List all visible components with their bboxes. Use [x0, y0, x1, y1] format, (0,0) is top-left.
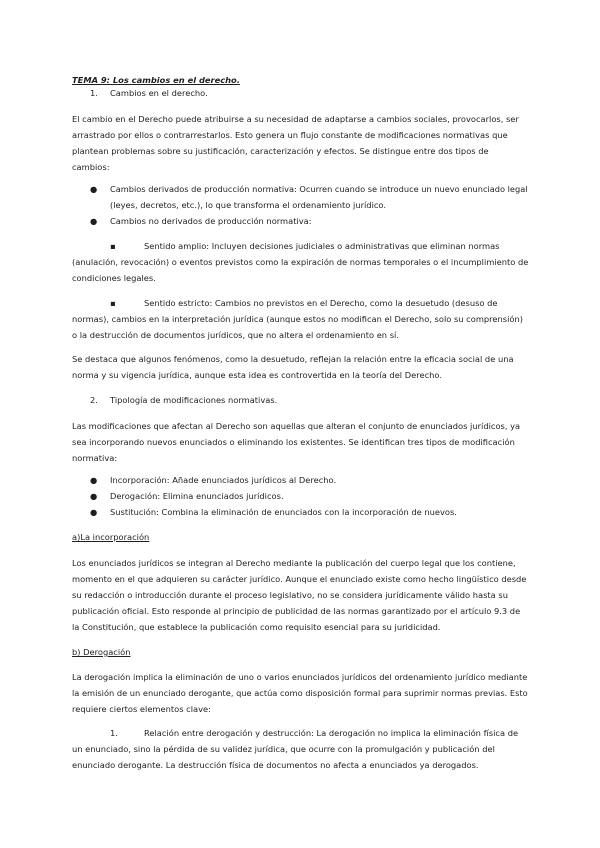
paragraph-4-line: publicación oficial. Esto responde al principio de publicidad de las normas garantizado por el artículo 9.3 de — [72, 606, 521, 616]
document-title: TEMA 9: Los cambios en el derecho. — [72, 75, 240, 85]
list-item-incorporacion: Incorporación: Añade enunciados jurídicos al Derecho. — [110, 475, 337, 485]
bullet-icon: ● — [90, 491, 98, 501]
section-2-heading: Tipología de modificaciones normativas. — [110, 395, 278, 405]
sub-item-sentido-amplio: condiciones legales. — [72, 273, 156, 283]
numbered-item-relacion: Relación entre derogación y destrucción: La derogación no implica la eliminación física de — [144, 728, 519, 738]
list-item-produccion: Cambios derivados de producción normativa: Ocurren cuando se introduce un nuevo enunciado legal — [110, 184, 528, 194]
paragraph-1-line: cambios: — [72, 162, 110, 172]
paragraph-1-line: arrastrado por ellos o contrarrestarlos. Esto genera un flujo constante de modificaciones normativas que — [72, 130, 508, 140]
paragraph-4-line: su redacción o introducción durante el proceso legislativo, no se considera jurídicamente válido hasta su — [72, 590, 508, 600]
paragraph-2-line: norma y su vigencia jurídica, aunque esta idea es controvertida en la teoría del Derecho. — [72, 370, 442, 380]
square-bullet-icon: ▪ — [110, 298, 116, 308]
section-2-number: 2. — [90, 395, 98, 405]
paragraph-4-line: Los enunciados jurídicos se integran al Derecho mediante la publicación del cuerpo legal que los contiene, — [72, 558, 516, 568]
list-item-produccion: (leyes, decretos, etc.), lo que transforma el ordenamiento jurídico. — [110, 200, 387, 210]
bullet-icon: ● — [90, 507, 98, 517]
paragraph-5-line: La derogación implica la eliminación de uno o varios enunciados jurídicos del ordenamiento jurídico mediante — [72, 672, 528, 682]
sub-item-sentido-estricto: Sentido estricto: Cambios no previstos en el Derecho, como la desuetudo (desuso de — [144, 298, 498, 308]
square-bullet-icon: ▪ — [110, 241, 116, 251]
paragraph-3-line: normativa: — [72, 453, 118, 463]
paragraph-5-line: la emisión de un enunciado derogante, que actúa como disposición formal para suprimir normas previas. Esto — [72, 688, 528, 698]
paragraph-4-line: la Constitución, que establece la publicación como requisito esencial para su juridicidad. — [72, 622, 441, 632]
list-item-sustitucion: Sustitución: Combina la eliminación de enunciados con la incorporación de nuevos. — [110, 507, 457, 517]
paragraph-4-line: momento en el que adquieren su carácter jurídico. Aunque el enunciado existe como hecho lingüístico desde — [72, 574, 527, 584]
list-item-no-produccion: Cambios no derivados de producción normativa: — [110, 216, 312, 226]
sub-item-sentido-amplio: (anulación, revocación) o eventos previstos como la expiración de normas temporales o el incumplimiento de — [72, 257, 529, 267]
paragraph-1-line: plantean problemas sobre su justificación, caracterización y efectos. Se distingue entre dos tipos de — [72, 146, 489, 156]
section-1-heading: Cambios en el derecho. — [110, 88, 208, 98]
paragraph-3-line: sea incorporando nuevos enunciados o eliminando los existentes. Se identifican tres tipos de modificación — [72, 437, 515, 447]
subsection-a-heading: a)La incorporación — [72, 532, 150, 542]
paragraph-5-line: requiere ciertos elementos clave: — [72, 704, 211, 714]
numbered-item-relacion: enunciado derogante. La destrucción física de documentos no afecta a enunciados ya derogados. — [72, 760, 479, 770]
list-item-derogacion: Derogación: Elimina enunciados jurídicos. — [110, 491, 284, 501]
sub-item-sentido-estricto: normas), cambios en la interpretación jurídica (aunque estos no modifican el Derecho, solo su comprensión) — [72, 314, 523, 324]
bullet-icon: ● — [90, 475, 98, 485]
sub-item-sentido-estricto: o la destrucción de documentos jurídicos, que no altera el ordenamiento en sí. — [72, 330, 399, 340]
paragraph-3-line: Las modificaciones que afectan al Derecho son aquellas que alteran el conjunto de enunciados jurídicos, ya — [72, 421, 521, 431]
bullet-icon: ● — [90, 216, 98, 226]
subsection-b-heading: b) Derogación — [72, 647, 131, 657]
bullet-icon: ● — [90, 184, 98, 194]
paragraph-2-line: Se destaca que algunos fenómenos, como la desuetudo, reflejan la relación entre la eficacia social de una — [72, 354, 514, 364]
section-1-number: 1. — [90, 88, 98, 98]
sub-item-sentido-amplio: Sentido amplio: Incluyen decisiones judiciales o administrativas que eliminan normas — [144, 241, 500, 251]
numbered-item-number: 1. — [110, 728, 118, 738]
numbered-item-relacion: un enunciado, sino la pérdida de su validez jurídica, que ocurre con la promulgación y publicación del — [72, 744, 495, 754]
paragraph-1-line: El cambio en el Derecho puede atribuirse a su necesidad de adaptarse a cambios sociales, provocarlos, ser — [72, 114, 519, 124]
